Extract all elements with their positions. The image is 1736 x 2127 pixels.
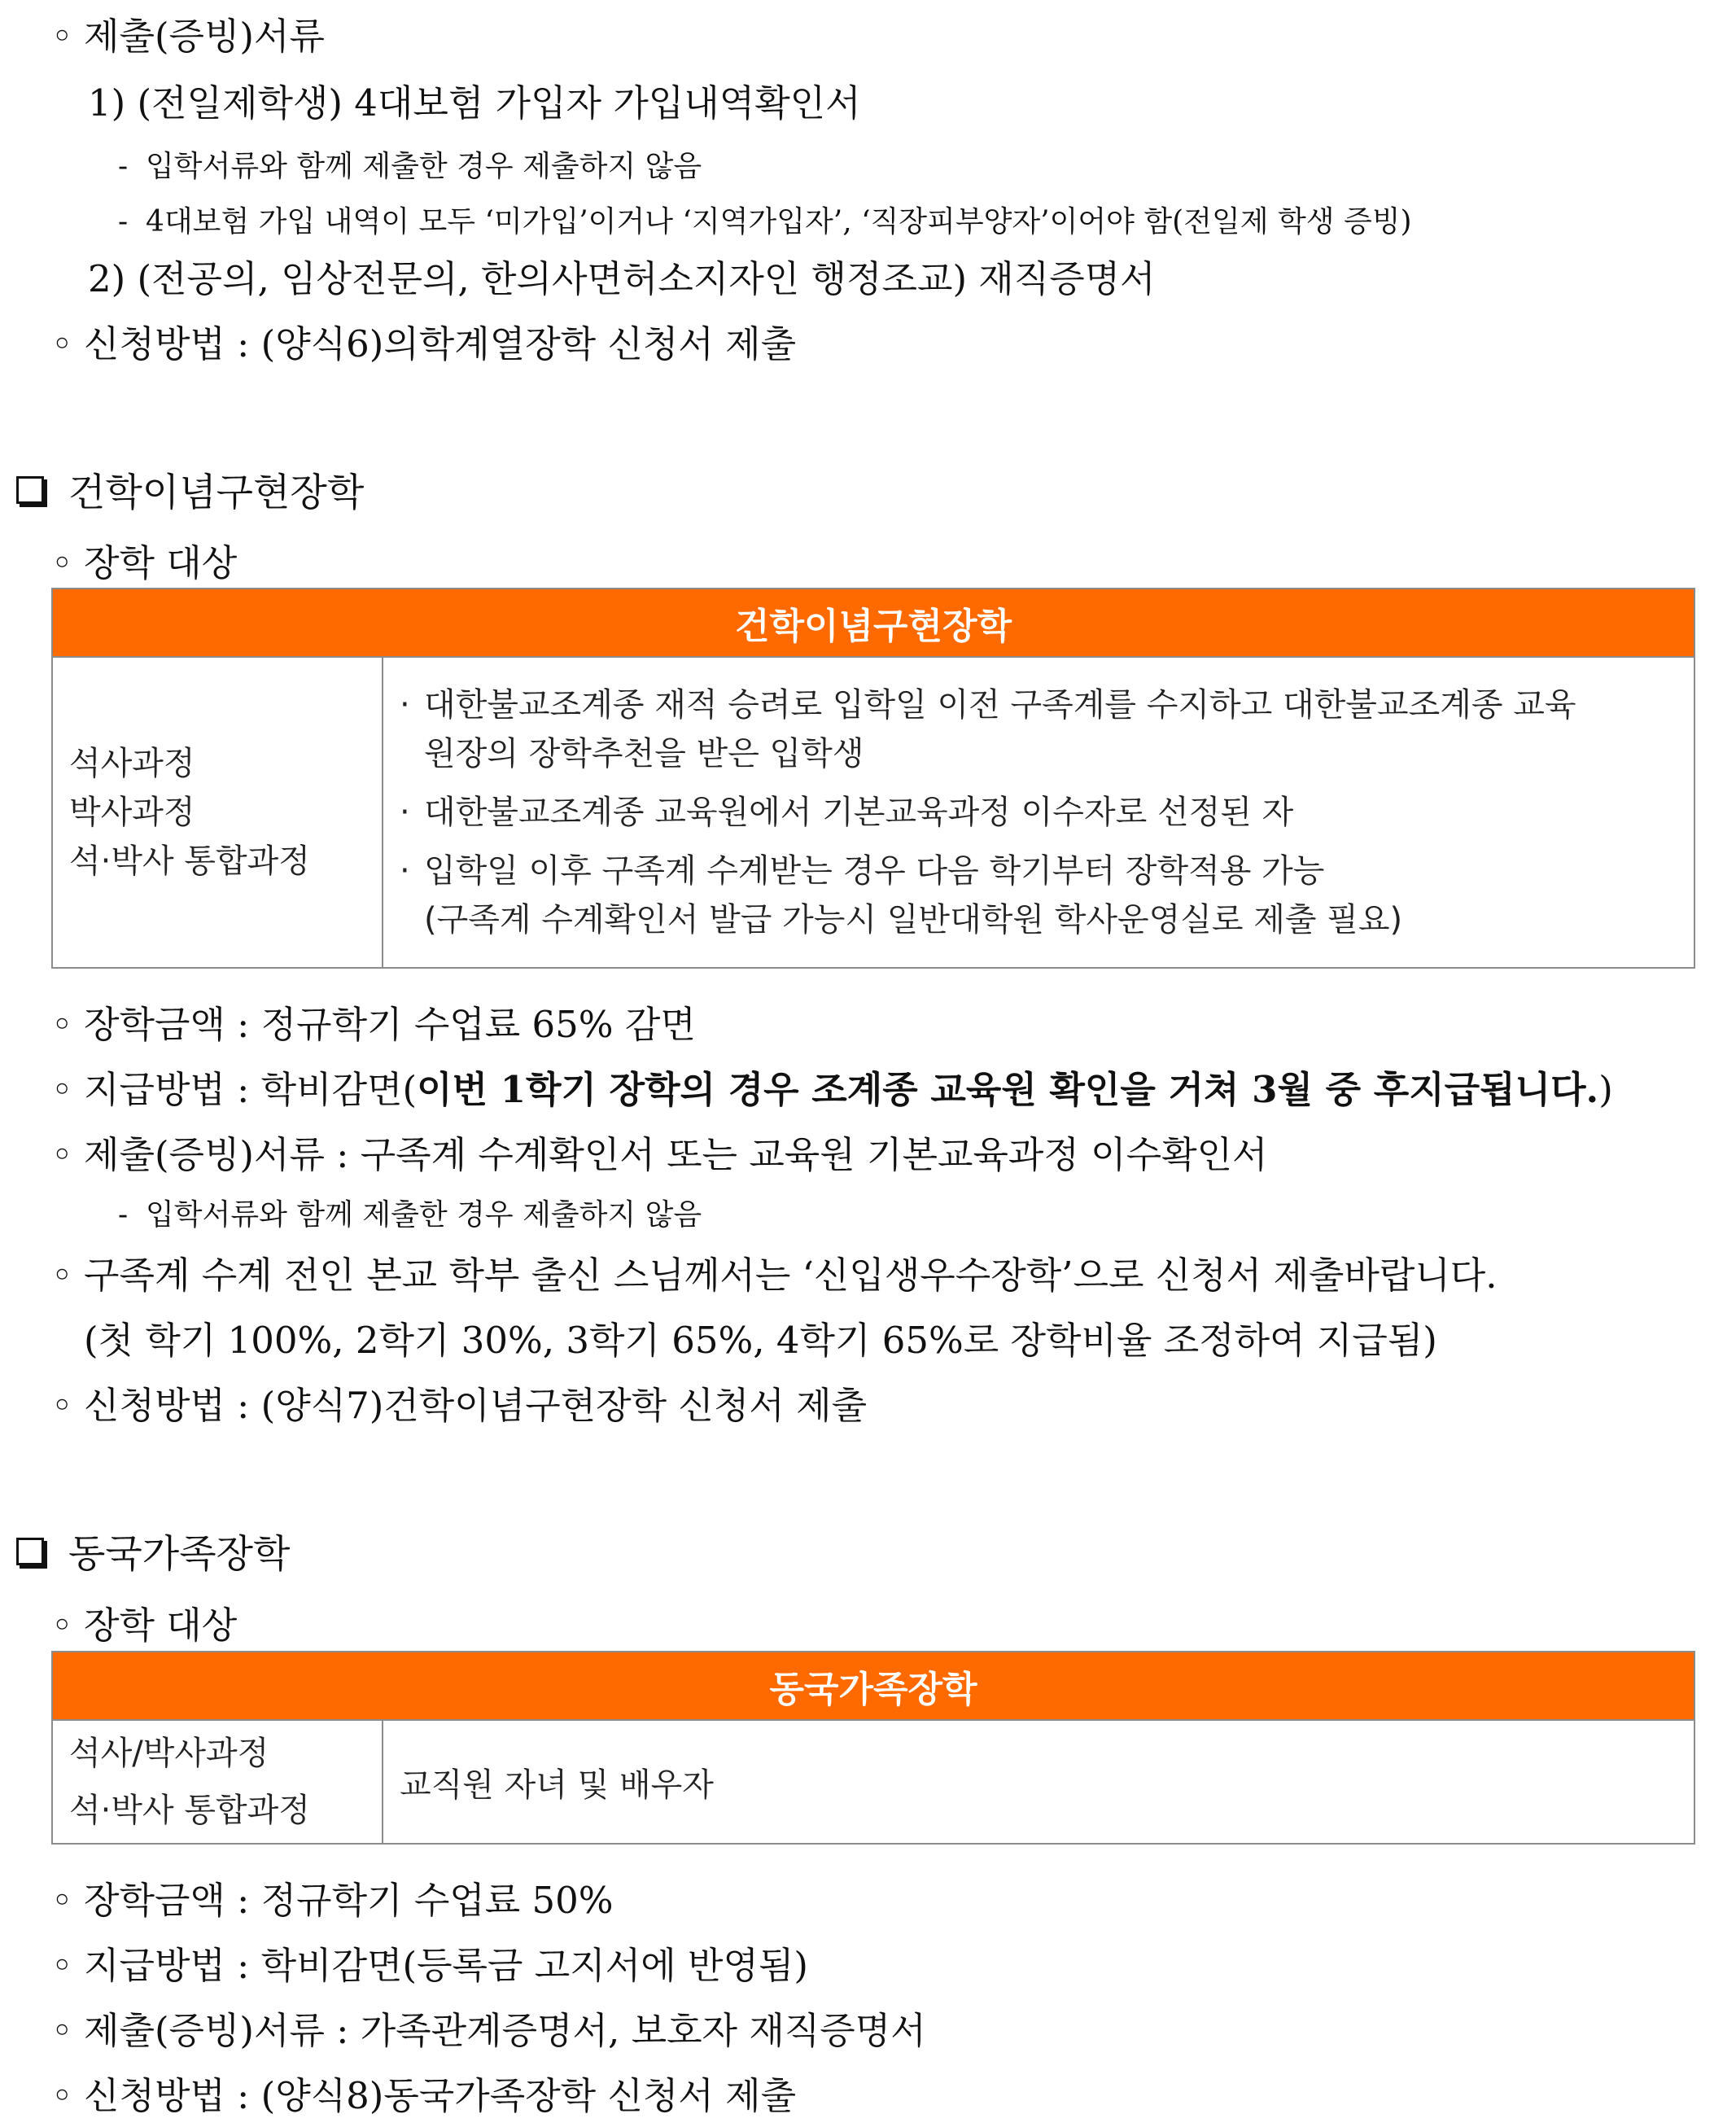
docs-note-1 [118,1192,702,1233]
apply-text: 신청방법 : (양식8)동국가족장학 신청서 제출 [84,2074,797,2117]
ring-bullet-icon: ◦ [51,15,73,58]
docs-line-1 [51,1125,1268,1178]
section-heading-2 [16,1524,290,1578]
target-label-text: 장학 대상 [84,541,238,584]
docs-bullet-line [51,7,325,59]
note-text: 입학서류와 함께 제출한 경우 제출하지 않음 [146,150,702,183]
ring-bullet-icon: ◦ [51,2074,73,2117]
amount-text: 장학금액 : 정규학기 수업료 65% 감면 [84,1003,696,1046]
degree-cell [52,1720,383,1844]
note-text: 4대보험 가입 내역이 모두 ‘미가입’이거나 ‘지역가입자’, ‘직장피부양자’이어야 함(전일제 학생 증빙) [146,205,1412,239]
eligibility-item [400,681,1689,778]
scholarship-table-1 [51,588,1695,969]
docs-item-2: 2) (전공의, 임상전문의, 한의사면허소지자인 행정조교) 재직증명서 [88,257,1156,300]
note-text: 입학서류와 함께 제출한 경우 제출하지 않음 [146,1198,702,1232]
degree-cell [52,657,383,968]
eligibility-text: 입학일 이후 구족계 수계받는 경우 다음 학기부터 장학적용 가능 [424,852,1325,890]
pay-line-1 [51,1060,1613,1113]
section-heading-1 [16,462,364,517]
ring-bullet-icon: ◦ [51,1879,73,1922]
apply-line-top [51,314,796,367]
target-label-1 [51,533,237,586]
ring-bullet-icon: ◦ [51,541,73,584]
middle-dot-icon: · [400,794,410,831]
ring-bullet-icon: ◦ [51,1003,73,1046]
amount-text: 장학금액 : 정규학기 수업료 50% [84,1879,614,1922]
eligibility-text-cont: 원장의 장학추천을 받은 입학생 [424,735,864,772]
eligibility-item [400,788,1689,837]
dash-icon: - [118,205,129,239]
apply-line-2 [51,2066,796,2119]
pay-text: 지급방법 : 학비감면( [84,1068,418,1111]
docs-item-1-note-1 [118,143,702,185]
middle-dot-icon: · [400,852,410,890]
dash-icon: - [118,150,129,183]
ring-bullet-icon: ◦ [51,1384,73,1427]
section-title: 동국가족장학 [68,1532,291,1577]
docs-item-1: 1) (전일제학생) 4대보험 가입자 가입내역확인서 [88,81,861,125]
target-label-text: 장학 대상 [84,1604,238,1647]
eligibility-cell [383,1720,1694,1844]
apply-text: 신청방법 : (양식7)건학이념구현장학 신청서 제출 [84,1384,868,1427]
checkbox-square-icon [16,1538,44,1565]
docs-heading: 제출(증빙)서류 [84,15,325,58]
middle-dot-icon: · [400,686,410,724]
apply-line-1 [51,1376,867,1429]
ring-bullet-icon: ◦ [51,1254,73,1297]
monk-note-line-2: (첫 학기 100%, 2학기 30%, 3학기 65%, 4학기 65%로 장학비율 조정하여 지급됨) [84,1319,1437,1362]
apply-text: 신청방법 : (양식6)의학계열장학 신청서 제출 [84,322,797,365]
section-title: 건학이념구현장학 [68,470,365,515]
target-label-2 [51,1595,237,1648]
eligibility-item [400,847,1689,944]
degree-line: 석사과정 [69,745,195,782]
degree-line: 석·박사 통합과정 [69,842,310,880]
ring-bullet-icon: ◦ [51,1133,73,1176]
pay-text-bold: 이번 1학기 장학의 경우 조계종 교육원 확인을 거쳐 3월 중 후지급됩니다. [417,1068,1599,1111]
scholarship-table-2 [51,1651,1695,1845]
monk-note-line [51,1245,1498,1298]
pay-text-suffix: ) [1598,1068,1613,1111]
eligibility-text-cont: (구족계 수계확인서 발급 가능시 일반대학원 학사운영실로 제출 필요) [424,901,1403,939]
amount-line-1 [51,995,696,1048]
docs-item-1-note-2 [118,199,1412,240]
eligibility-cell [383,657,1694,968]
docs-text: 제출(증빙)서류 : 가족관계증명서, 보호자 재직증명서 [84,2009,926,2052]
ring-bullet-icon: ◦ [51,1604,73,1647]
eligibility-text: 교직원 자녀 및 배우자 [400,1766,714,1804]
eligibility-text: 대한불교조계종 교육원에서 기본교육과정 이수자로 선정된 자 [424,794,1294,831]
ring-bullet-icon: ◦ [51,322,73,365]
eligibility-text: 대한불교조계종 재적 승려로 입학일 이전 구족계를 수지하고 대한불교조계종 교육 [424,686,1576,724]
table-title: 동국가족장학 [52,1652,1694,1720]
amount-line-2 [51,1871,614,1923]
dash-icon: - [118,1198,129,1232]
ring-bullet-icon: ◦ [51,1944,73,1987]
docs-text: 제출(증빙)서류 : 구족계 수계확인서 또는 교육원 기본교육과정 이수확인서 [84,1133,1268,1176]
degree-line: 석사/박사과정 [69,1735,269,1772]
docs-line-2 [51,2001,926,2054]
pay-line-2 [51,1936,808,1989]
ring-bullet-icon: ◦ [51,2009,73,2052]
degree-line: 박사과정 [69,794,195,831]
degree-line: 석·박사 통합과정 [69,1792,310,1829]
table-title: 건학이념구현장학 [52,589,1694,657]
checkbox-square-icon [16,476,44,504]
ring-bullet-icon: ◦ [51,1068,73,1111]
pay-text: 지급방법 : 학비감면(등록금 고지서에 반영됨) [84,1944,808,1987]
monk-note-text: 구족계 수계 전인 본교 학부 출신 스님께서는 ‘신입생우수장학’으로 신청서 제출바랍니다. [84,1254,1498,1297]
